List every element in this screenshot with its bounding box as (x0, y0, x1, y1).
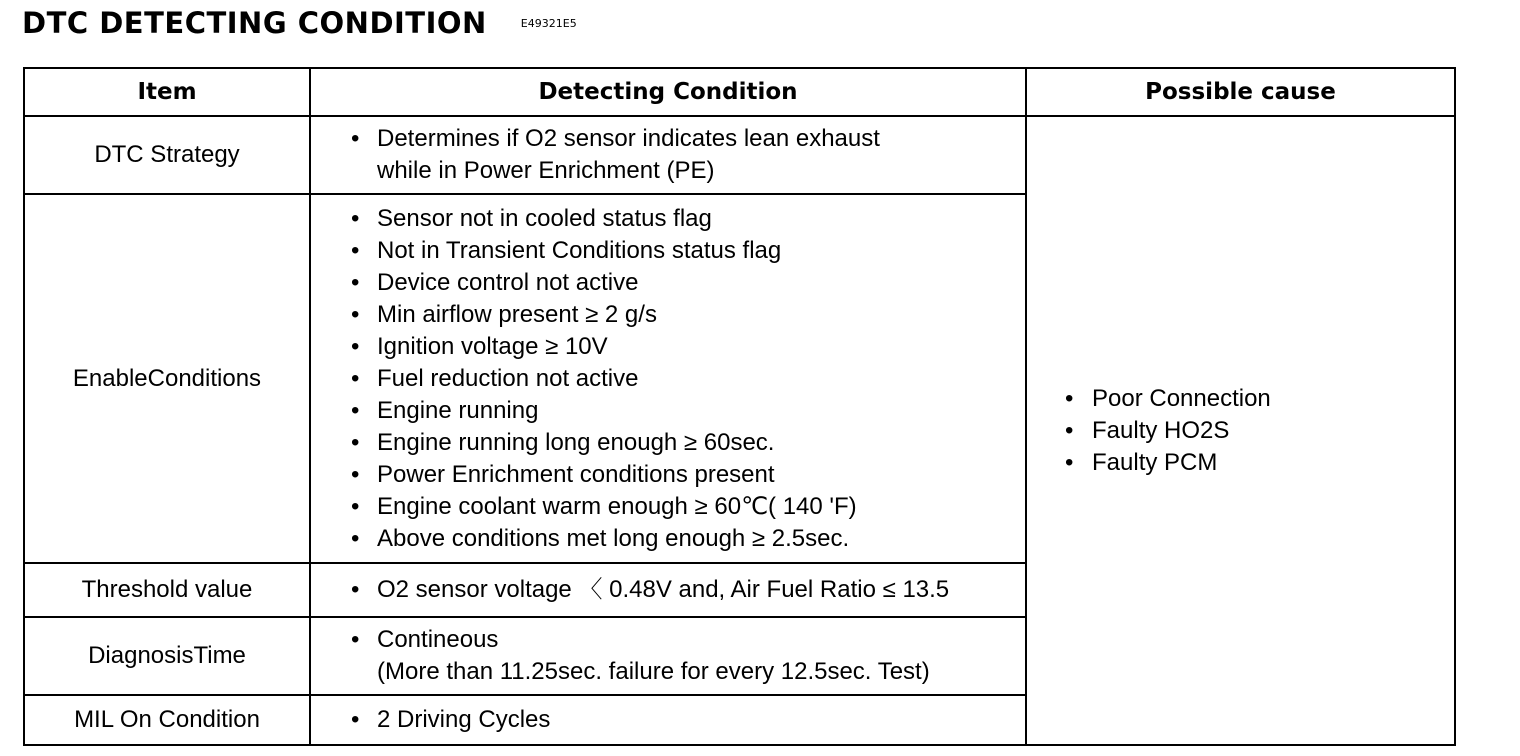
column-header-item: Item (24, 68, 310, 116)
condition-text: Ignition voltage ≥ 10V (377, 332, 608, 360)
table-header-row (24, 68, 1455, 116)
list-item (351, 363, 1025, 395)
condition-text: 2 Driving Cycles (377, 706, 551, 733)
condition-continuation: while in Power Enrichment (PE) (377, 157, 715, 184)
bullet-icon (351, 459, 377, 491)
bullet-icon (351, 363, 377, 395)
table-row-dtc-strategy (24, 116, 1455, 194)
bullet-icon (351, 267, 377, 299)
possible-cause-cell (1026, 116, 1455, 745)
title-row (22, 6, 577, 46)
bullet-icon (351, 203, 377, 235)
bullet-icon (351, 427, 377, 459)
item-cell: MIL On Condition (24, 695, 310, 745)
condition-list (311, 574, 1025, 606)
item-cell: EnableConditions (24, 194, 310, 563)
condition-text: Min airflow present ≥ 2 g/s (377, 300, 657, 328)
column-header-detecting-condition: Detecting Condition (310, 68, 1026, 116)
bullet-icon (1065, 447, 1073, 479)
condition-cell (310, 194, 1026, 563)
condition-text: O2 sensor voltage 〈 0.48V and, Air Fuel Ratio ≤ 13.5 (377, 576, 950, 603)
bullet-icon (351, 123, 377, 155)
bullet-icon (1065, 415, 1073, 447)
list-item (351, 459, 1025, 491)
list-item (351, 203, 1025, 235)
bullet-icon (351, 235, 377, 267)
list-item (351, 491, 1025, 523)
condition-text: Engine coolant warm enough ≥ 60℃( 140 'F) (377, 492, 857, 520)
bullet-icon (351, 574, 377, 606)
dtc-condition-table (23, 67, 1456, 746)
list-item (351, 427, 1025, 459)
condition-continuation: (More than 11.25sec. failure for every 12.5sec. Test) (377, 658, 930, 685)
cause-text: Poor Connection (1092, 384, 1271, 412)
condition-text: Above conditions met long enough ≥ 2.5sec. (377, 524, 850, 552)
possible-cause-list (1065, 383, 1454, 479)
list-item (351, 235, 1025, 267)
figure-code: E49321E5 (520, 17, 577, 30)
item-cell: Threshold value (24, 563, 310, 617)
condition-text: Not in Transient Conditions status flag (377, 236, 782, 264)
list-item (351, 395, 1025, 427)
condition-text: Power Enrichment conditions present (377, 460, 775, 488)
bullet-icon (351, 704, 377, 736)
condition-list (311, 624, 1025, 656)
bullet-icon (351, 523, 377, 555)
bullet-icon (1065, 383, 1073, 415)
bullet-icon (351, 624, 377, 656)
condition-text: Device control not active (377, 268, 639, 296)
condition-text: Determines if O2 sensor indicates lean exhaust (377, 125, 880, 152)
cause-text: Faulty HO2S (1092, 416, 1230, 444)
bullet-icon (351, 491, 377, 523)
list-item (351, 624, 1025, 656)
page-title: DTC DETECTING CONDITION (22, 6, 487, 40)
condition-list (311, 123, 1025, 155)
bullet-icon (351, 299, 377, 331)
list-item (1065, 447, 1454, 479)
condition-text: Contineous (377, 626, 499, 653)
cause-text: Faulty PCM (1092, 448, 1218, 476)
item-cell: DTC Strategy (24, 116, 310, 194)
list-item (351, 267, 1025, 299)
list-item (351, 523, 1025, 555)
list-item (351, 299, 1025, 331)
condition-text: Fuel reduction not active (377, 364, 639, 392)
item-cell: DiagnosisTime (24, 617, 310, 695)
list-item (1065, 383, 1454, 415)
list-item (351, 574, 1025, 606)
condition-cell (310, 695, 1026, 745)
condition-text: Engine running long enough ≥ 60sec. (377, 428, 775, 456)
condition-text: Sensor not in cooled status flag (377, 204, 712, 232)
list-item (1065, 415, 1454, 447)
condition-cell (310, 116, 1026, 194)
list-item (351, 704, 1025, 736)
condition-list (311, 203, 1025, 555)
condition-list (311, 704, 1025, 736)
bullet-icon (351, 331, 377, 363)
condition-cell (310, 563, 1026, 617)
list-item (351, 331, 1025, 363)
condition-text: Engine running (377, 396, 539, 424)
list-item (351, 123, 1025, 155)
condition-cell (310, 617, 1026, 695)
bullet-icon (351, 395, 377, 427)
column-header-possible-cause: Possible cause (1026, 68, 1455, 116)
